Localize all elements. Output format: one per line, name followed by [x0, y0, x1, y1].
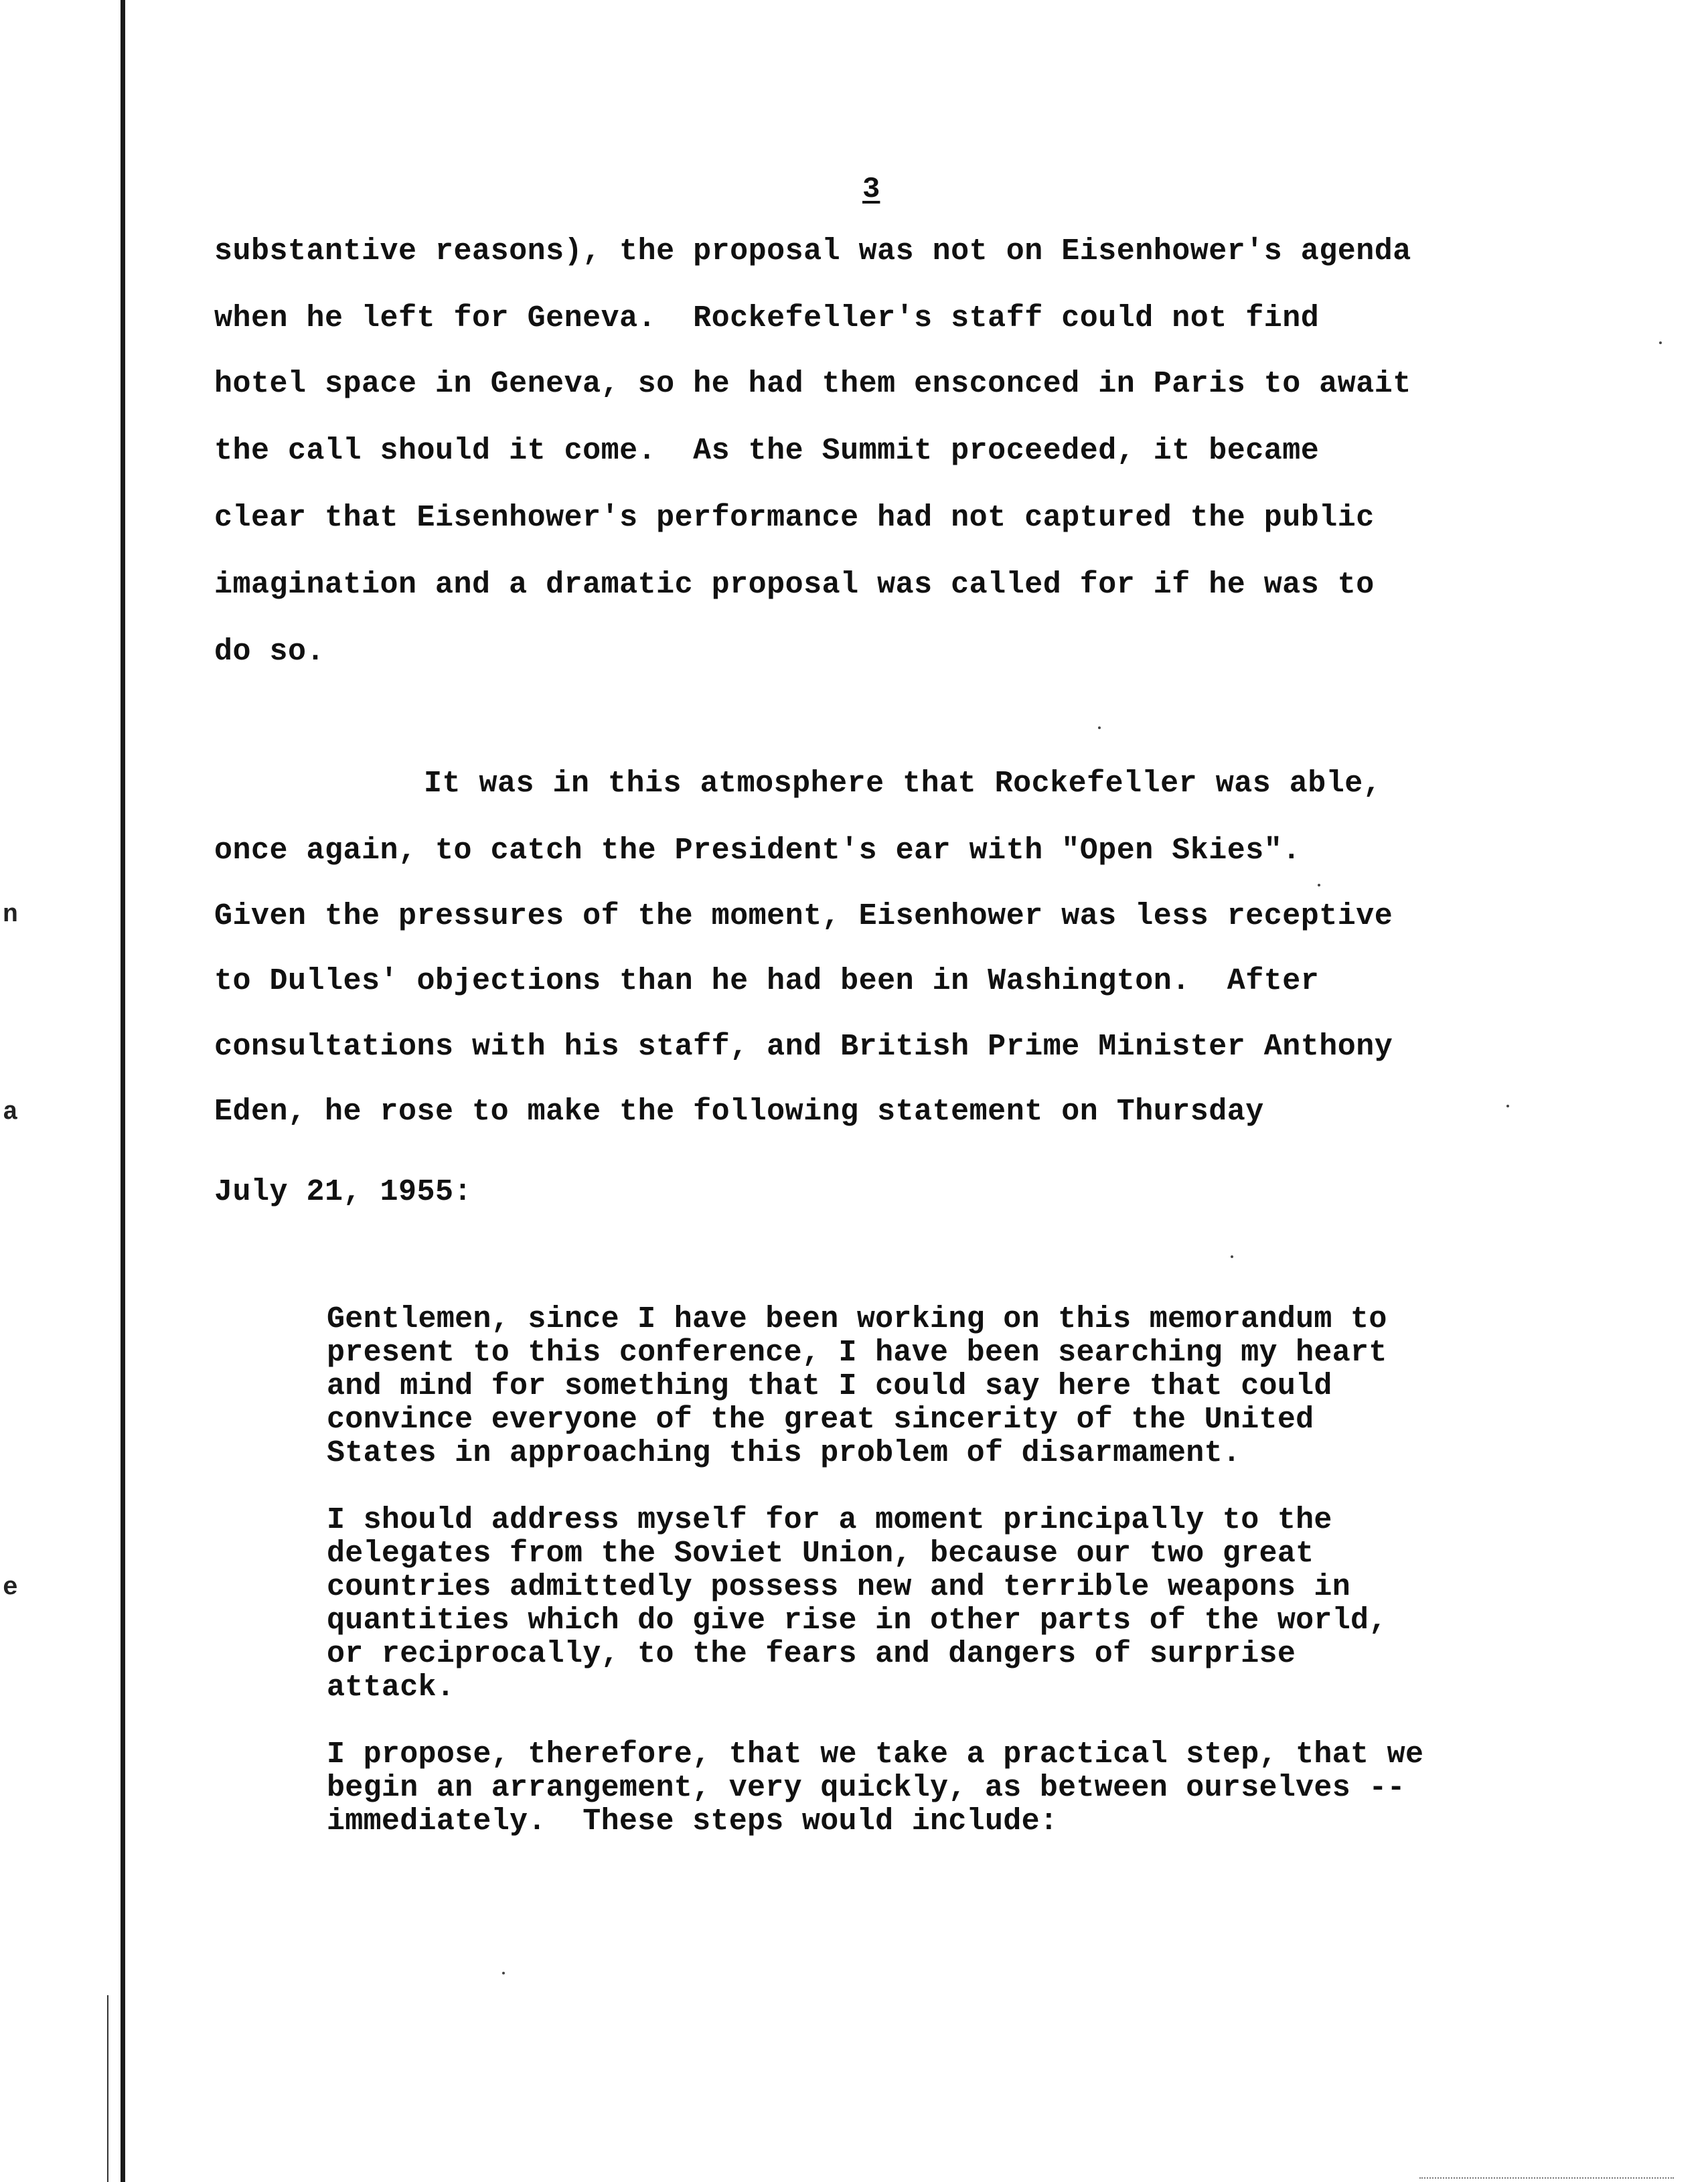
margin-letter: e [3, 1573, 18, 1602]
scan-speck [502, 1972, 505, 1974]
quote-line: or reciprocally, to the fears and dangers of surprise [327, 1637, 1296, 1671]
text-line: Given the pressures of the moment, Eisenhower was less receptive [214, 899, 1393, 933]
scan-speck [1098, 726, 1101, 729]
text-line: once again, to catch the President's ear with "Open Skies". [214, 834, 1301, 868]
text-line: consultations with his staff, and British Prime Minister Anthony [214, 1030, 1393, 1064]
quote-line: and mind for something that I could say here that could [327, 1369, 1332, 1403]
scan-speck [1506, 1105, 1509, 1107]
quote-line: I should address myself for a moment principally to the [327, 1503, 1332, 1537]
scan-speck [1659, 341, 1662, 344]
text-line: hotel space in Geneva, so he had them ensconced in Paris to await [214, 367, 1411, 401]
text-line: substantive reasons), the proposal was not on Eisenhower's agenda [214, 234, 1411, 268]
margin-letter: a [3, 1098, 18, 1127]
scan-speck [1318, 884, 1320, 886]
quote-line: countries admittedly possess new and terrible weapons in [327, 1570, 1351, 1604]
scan-artifact-dots [1419, 2177, 1674, 2181]
text-line: Eden, he rose to make the following statement on Thursday [214, 1095, 1264, 1129]
text-line: July 21, 1955: [214, 1175, 473, 1209]
quote-line: quantities which do give rise in other parts of the world, [327, 1604, 1387, 1638]
page-number: 3 [862, 173, 880, 206]
text-line: to Dulles' objections than he had been in Washington. After [214, 964, 1320, 998]
quote-line: begin an arrangement, very quickly, as between ourselves -- [327, 1771, 1405, 1805]
quote-line: immediately. These steps would include: [327, 1804, 1059, 1839]
binding-edge-line [121, 0, 125, 2182]
quote-line: I propose, therefore, that we take a practical step, that we [327, 1737, 1424, 1772]
quote-line: Gentlemen, since I have been working on this memorandum to [327, 1302, 1387, 1336]
quote-line: convince everyone of the great sincerity of the United [327, 1403, 1314, 1437]
text-line: clear that Eisenhower's performance had not captured the public [214, 501, 1375, 535]
text-line: It was in this atmosphere that Rockefeller was able, [424, 767, 1382, 801]
margin-letter: n [3, 901, 18, 929]
quote-line: delegates from the Soviet Union, because our two great [327, 1537, 1314, 1571]
quote-line: States in approaching this problem of disarmament. [327, 1436, 1241, 1470]
scan-speck [1231, 1255, 1233, 1258]
binding-edge-line-thin [107, 1995, 108, 2182]
quote-line: attack. [327, 1670, 455, 1705]
text-line: the call should it come. As the Summit proceeded, it became [214, 434, 1320, 468]
text-line: imagination and a dramatic proposal was called for if he was to [214, 568, 1375, 602]
text-line: do so. [214, 635, 325, 669]
quote-line: present to this conference, I have been searching my heart [327, 1336, 1387, 1370]
text-line: when he left for Geneva. Rockefeller's staff could not find [214, 301, 1320, 335]
